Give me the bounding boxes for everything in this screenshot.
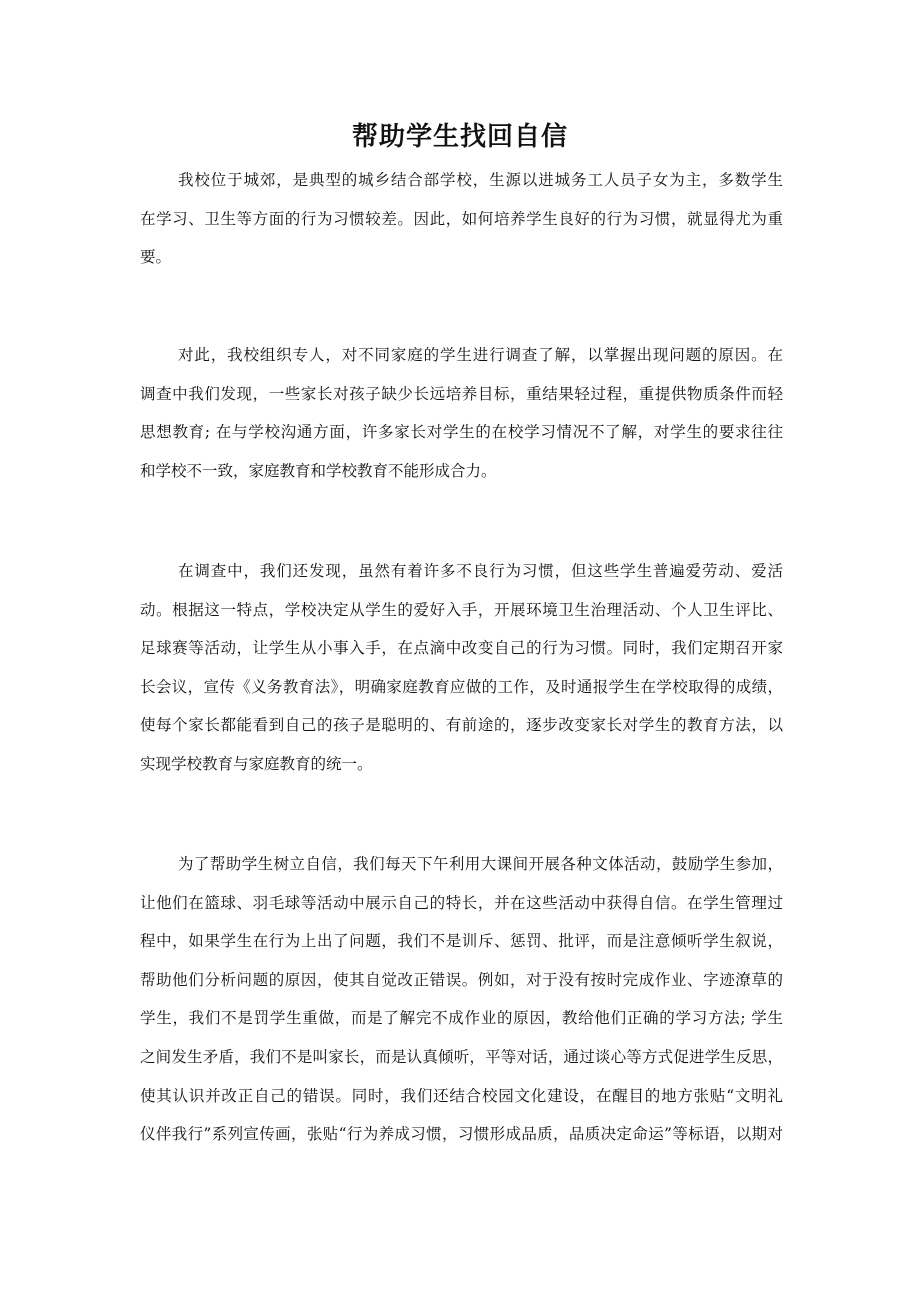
paragraph-line: 对此，我校组织专人，对不同家庭的学生进行调查了解，以掌握出现问题的原因。在: [178, 346, 783, 364]
paragraph-line: 让他们在篮球、羽毛球等活动中展示自己的特长，并在这些活动中获得自信。在学生管理过: [140, 893, 783, 912]
paragraph: [140, 853, 783, 1162]
paragraph-line: 使其认识并改正自己的错误。同时，我们还结合校园文化建设，在醒目的地方张贴“文明礼: [140, 1086, 783, 1105]
paragraph-line: 长会议，宣传《义务教育法》，明确家庭教育应做的工作，及时通报学生在学校取得的成绩，: [140, 677, 783, 696]
paragraph-line: 动。根据这一特点，学校决定从学生的爱好入手，开展环境卫生治理活动、个人卫生评比、: [140, 600, 783, 619]
paragraph: [140, 560, 783, 792]
paragraph-line: 在学习、卫生等方面的行为习惯较差。因此，如何培养学生良好的行为习惯，就显得尤为重: [140, 209, 783, 228]
document-title: 帮助学生找回自信: [351, 122, 568, 152]
paragraph-line: 调查中我们发现，一些家长对孩子缺少长远培养目标，重结果轻过程，重提供物质条件而轻: [140, 384, 783, 403]
paragraph-line: 为了帮助学生树立自信，我们每天下午利用大课间开展各种文体活动，鼓励学生参加，: [178, 855, 783, 873]
paragraph-line: 帮助他们分析问题的原因，使其自觉改正错误。例如，对于没有按时完成作业、字迹潦草的: [140, 970, 783, 989]
paragraph-line: 要。: [140, 248, 172, 267]
paragraph: [140, 169, 783, 285]
paragraph: [140, 344, 783, 498]
paragraph-line: 程中，如果学生在行为上出了问题，我们不是训斥、惩罚、批评，而是注意倾听学生叙说，: [140, 932, 783, 951]
paragraph-line: 我校位于城郊，是典型的城乡结合部学校，生源以进城务工人员子女为主，多数学生: [178, 171, 783, 189]
paragraph-line: 思想教育; 在与学校沟通方面，许多家长对学生的在校学习情况不了解，对学生的要求往往: [140, 423, 783, 442]
paragraph-line: 学生，我们不是罚学生重做，而是了解完不成作业的原因，教给他们正确的学习方法; 学生: [140, 1009, 783, 1028]
paragraph-line: 之间发生矛盾，我们不是叫家长，而是认真倾听，平等对话，通过谈心等方式促进学生反思，: [140, 1047, 783, 1066]
paragraph-line: 和学校不一致，家庭教育和学校教育不能形成合力。: [140, 461, 497, 480]
paragraph-line: 在调查中，我们还发现，虽然有着许多不良行为习惯，但这些学生普遍爱劳动、爱活: [178, 562, 783, 580]
paragraph-line: 足球赛等活动，让学生从小事入手，在点滴中改变自己的行为习惯。同时，我们定期召开家: [140, 639, 783, 658]
paragraph-line: 实现学校教育与家庭教育的统一。: [140, 754, 373, 773]
paragraph-line: 仪伴我行”系列宣传画，张贴“行为养成习惯，习惯形成品质，品质决定命运”等标语，以期对: [140, 1125, 783, 1144]
paragraph-line: 使每个家长都能看到自己的孩子是聪明的、有前途的，逐步改变家长对学生的教育方法，以: [140, 716, 783, 735]
